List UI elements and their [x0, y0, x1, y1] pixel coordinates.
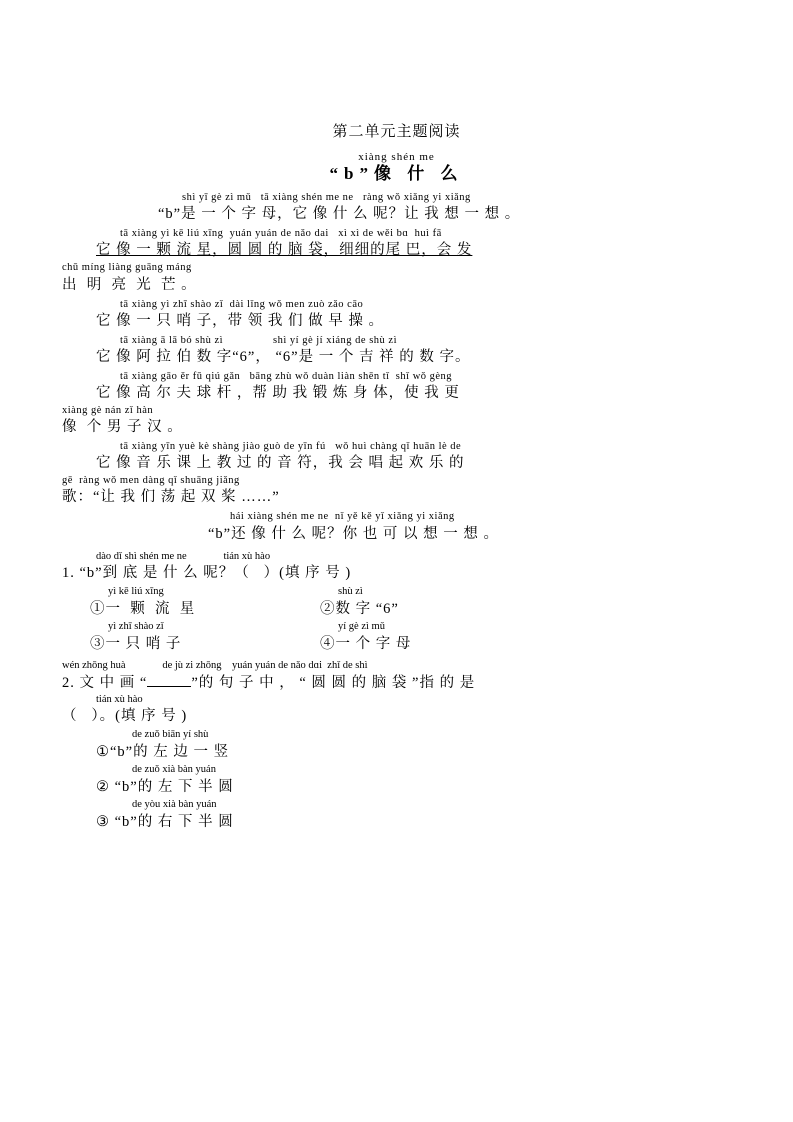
hanzi-line: 出 明 亮 光 芒 。 — [62, 276, 197, 293]
question-2-pinyin-2: tián xù hào — [96, 693, 143, 705]
pinyin-line: gē ràng wǒ men dàng qǐ shuāng jiǎng — [62, 475, 240, 487]
page-title: 第二单元主题阅读 — [332, 124, 461, 140]
option-b-hanzi: ②数 字 “6” — [320, 600, 399, 617]
option-b-hanzi: ② “b”的 左 下 半 圆 — [96, 778, 234, 795]
hanzi-line: 它 像 高 尔 夫 球 杆 ，帮 助 我 锻 炼 身 体，使 我 更 — [96, 385, 460, 402]
pinyin-line: tā xiàng yīn yuè kè shàng jiào guò de yīn fú wǒ huì chàng qǐ huān lè de — [120, 441, 462, 453]
hanzi-line: 歌：“让 我 们 荡 起 双 桨 ……” — [62, 489, 280, 506]
pinyin-line: chū míng liàng guāng máng — [62, 262, 192, 274]
paragraph — [62, 227, 731, 295]
question-2-pinyin: wén zhōng huà de jù zi zhōng yuán yuán de nǎo dɑi zhǐ de shì — [62, 659, 368, 671]
option-a[interactable] — [62, 729, 731, 762]
option-c-hanzi: ③ “b”的 右 下 半 圆 — [96, 813, 234, 830]
pinyin-line: shì yī gè zì mǔ tā xiàng shén me ne ràng wǒ xiǎng yi xiǎng — [182, 192, 471, 204]
option-b[interactable] — [320, 586, 550, 619]
question-1-pinyin: dào dǐ shì shén me ne tián xù hào — [96, 550, 271, 562]
question-2-hanzi-2: （ ）。(填 序 号 ) — [62, 708, 188, 725]
pinyin-line: tā xiàng yì zhī shào zǐ dài lǐng wǒ men zuò zǎo cāo — [120, 298, 364, 310]
option-c-pinyin: yì zhī shào zǐ — [108, 621, 164, 633]
option-c[interactable] — [62, 621, 320, 654]
pinyin-line: xiàng gè nán zǐ hàn — [62, 405, 154, 417]
answer-blank[interactable] — [147, 686, 191, 687]
pinyin-line: tā xiàng ā lā bó shù zì shì yí gè jí xiáng de shù zì — [120, 334, 397, 346]
paragraph — [62, 298, 731, 332]
paragraph — [62, 370, 731, 438]
option-d-pinyin: yí gè zì mǔ — [338, 621, 385, 633]
option-a-hanzi: ①一 颗 流 星 — [90, 600, 196, 617]
option-a-pinyin: de zuǒ biān yí shù — [132, 729, 209, 741]
pinyin-line: hái xiàng shén me ne nǐ yě kě yǐ xiǎng yi xiǎng — [230, 511, 455, 523]
paragraph — [62, 510, 731, 544]
hanzi-line: “b”是 一 个 字 母，它 像 什 么 呢？让 我 想 一 想 。 — [158, 206, 521, 223]
option-c-hanzi: ③一 只 哨 子 — [90, 635, 182, 652]
article-title — [62, 151, 731, 185]
option-d[interactable] — [320, 621, 550, 654]
paragraph — [62, 440, 731, 508]
option-c-pinyin: de yòu xià bàn yuán — [132, 798, 217, 810]
pinyin-line: tā xiàng yì kē liú xīng yuán yuán de nǎo dai xì xì de wěi bɑ huì fā — [120, 228, 442, 240]
question-2-hanzi — [62, 673, 731, 694]
paragraph — [62, 191, 731, 225]
article-title-pinyin: xiàng shén me — [358, 151, 435, 163]
option-d-hanzi: ④一 个 字 母 — [320, 635, 412, 652]
question-2-hanzi-part1: 2. 文 中 画 “ — [62, 674, 148, 691]
question-1-options-row-2 — [62, 621, 731, 654]
option-b-pinyin: shù zì — [338, 586, 363, 598]
hanzi-line: “b”还 像 什 么 呢？你 也 可 以 想 一 想 。 — [208, 525, 499, 542]
question-2 — [62, 660, 731, 832]
option-a-hanzi: ①“b”的 左 边 一 竖 — [96, 743, 230, 760]
hanzi-line: 它 像 阿 拉 伯 数 字“6”， “6”是 一 个 吉 祥 的 数 字。 — [96, 348, 471, 365]
option-b[interactable] — [62, 764, 731, 797]
hanzi-line: 它 像 一 只 哨 子，带 领 我 们 做 早 操 。 — [96, 312, 384, 329]
article-title-hanzi: “b”像 什 么 — [329, 164, 464, 184]
pinyin-line: tā xiàng gāo ěr fū qiú gǎn bāng zhù wǒ duàn liàn shēn tǐ shǐ wǒ gèng — [120, 370, 453, 382]
question-1-options-row-1 — [62, 586, 731, 619]
question-1-hanzi: 1. “b”到 底 是 什 么 呢？（ ）(填 序 号 ) — [62, 565, 352, 582]
paragraph — [62, 334, 731, 368]
question-1 — [62, 551, 731, 654]
hanzi-line: 它 像 音 乐 课 上 教 过 的 音 符，我 会 唱 起 欢 乐 的 — [96, 455, 465, 472]
option-a-pinyin: yì kē liú xīng — [108, 586, 164, 598]
option-a[interactable] — [62, 586, 320, 619]
option-b-pinyin: de zuǒ xià bàn yuán — [132, 764, 216, 776]
question-2-hanzi-part2: ”的 句 子 中 ， “ 圆 圆 的 脑 袋 ”指 的 是 — [191, 674, 476, 691]
option-c[interactable] — [62, 799, 731, 832]
hanzi-line-underlined: 它 像 一 颗 流 星，圆 圆 的 脑 袋，细细的尾 巴，会 发 — [96, 242, 473, 259]
hanzi-line: 像 个 男 子 汉 。 — [62, 419, 183, 436]
